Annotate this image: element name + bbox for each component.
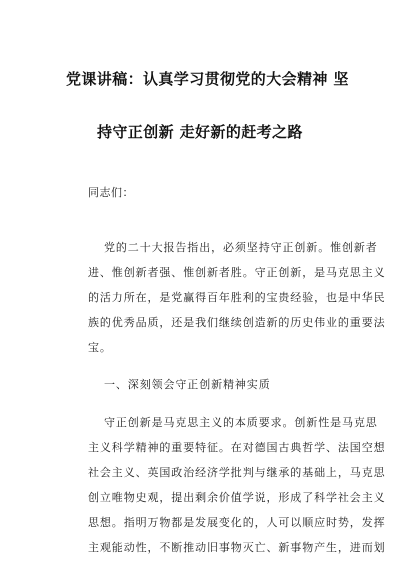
paragraph-2-line: 思想。指明万物都是发展变化的，人可以顺应时势，发挥 [88, 516, 386, 529]
paragraph-2-line: 主义科学精神的重要特征。在对德国古典哲学、法国空想 [88, 441, 386, 454]
paragraph-1-line: 的活力所在，是党赢得百年胜利的宝贵经验，也是中华民 [88, 291, 386, 304]
paragraph-2-line: 守正创新是马克思主义的本质要求。创新性是马克思 [104, 416, 378, 429]
document-title-line-2: 持守正创新 走好新的赶考之路 [97, 123, 303, 141]
salutation: 同志们： [88, 186, 134, 199]
paragraph-1-line: 党的二十大报告指出，必须坚持守正创新。惟创新者 [104, 241, 378, 254]
paragraph-1-line: 族的优秀品质，还是我们继续创造新的历史伟业的重要法 [88, 316, 386, 329]
paragraph-1-line: 进、惟创新者强、惟创新者胜。守正创新，是马克思主义 [88, 266, 386, 279]
paragraph-1-line: 宝。 [88, 341, 112, 354]
paragraph-2-line: 创立唯物史观，提出剩余价值学说，形成了科学社会主义 [88, 491, 386, 504]
document-title-line-1: 党课讲稿：认真学习贯彻党的大会精神 坚 [66, 70, 349, 88]
paragraph-2-line: 主观能动性，不断推动旧事物灭亡、新事物产生，进而划 [88, 541, 386, 554]
paragraph-2-line: 社会主义、英国政治经济学批判与继承的基础上，马克思 [88, 466, 386, 479]
section-heading: 一、深刻领会守正创新精神实质 [104, 378, 271, 391]
